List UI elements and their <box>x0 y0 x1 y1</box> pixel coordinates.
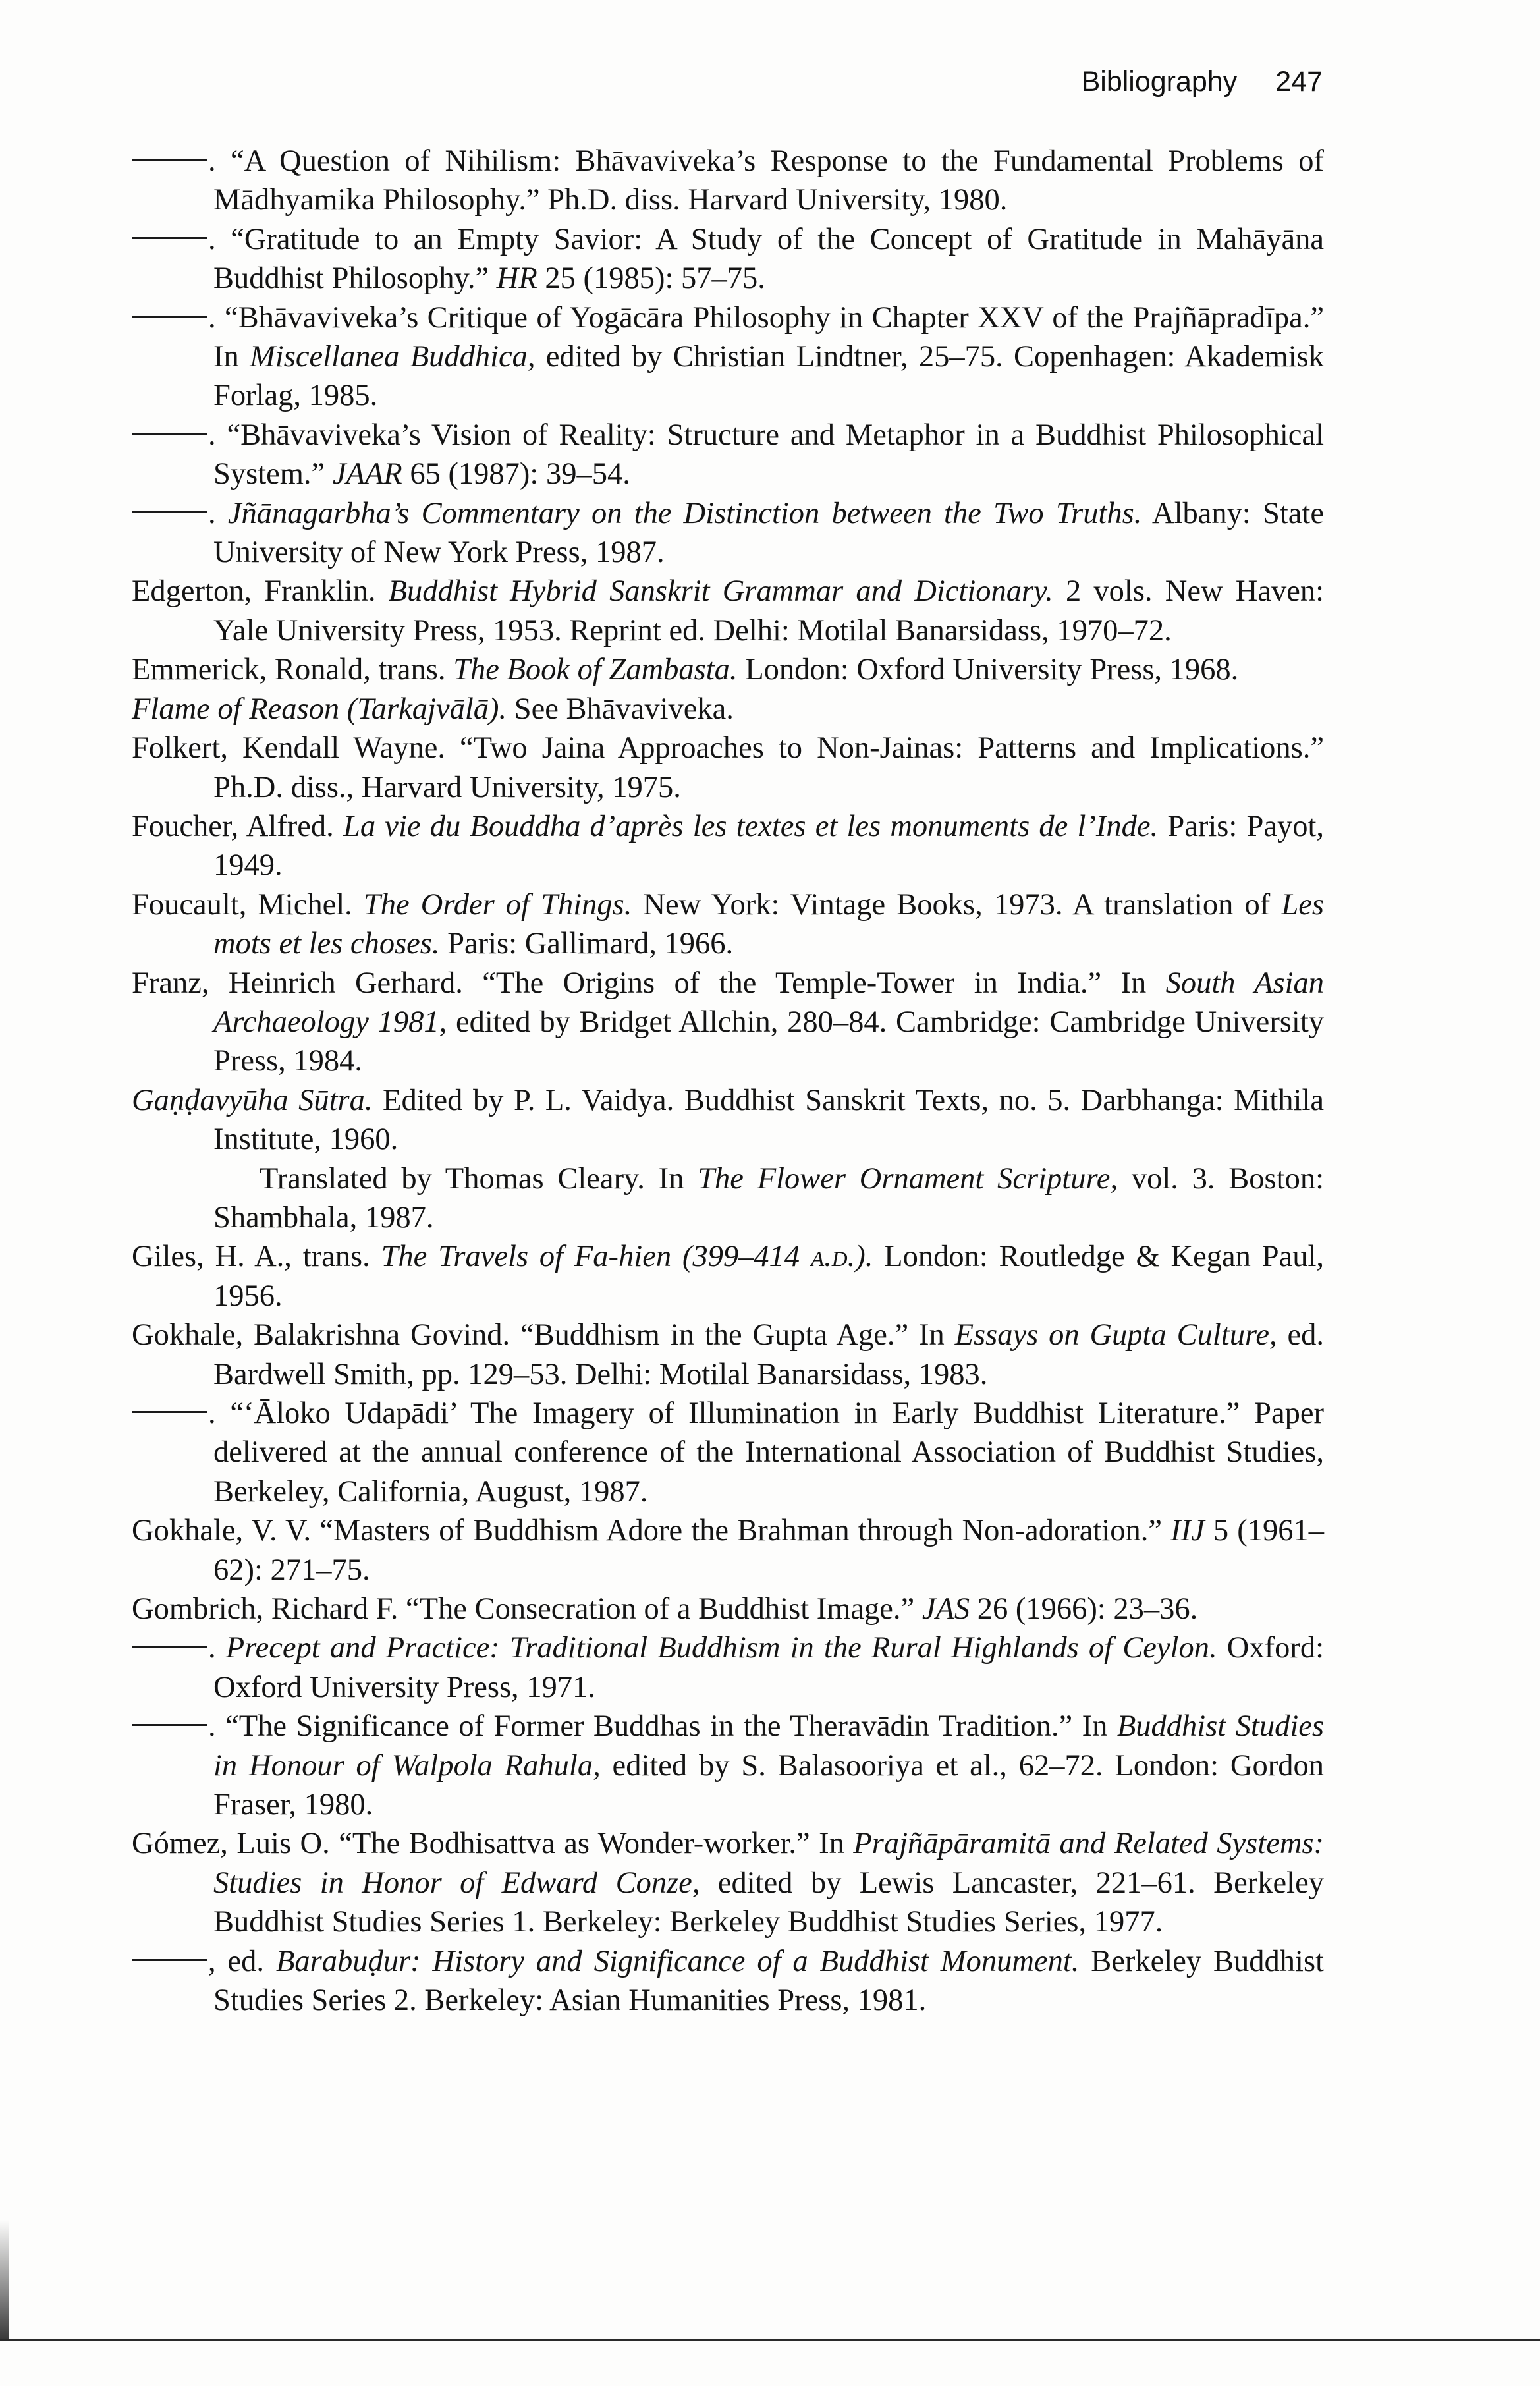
bibliography-entry <box>132 885 1324 964</box>
italic-title: Barabuḍur: History and Significance of a Buddhist Monument. <box>275 1944 1080 1978</box>
entry-text: edited by Bridget Allchin, 280–84. Cambridge: Cambridge University Press, 1984. <box>213 1005 1324 1078</box>
entry-text: Paris: Gallimard, 1966. <box>439 927 734 961</box>
entry-text: Albany: State University of New York Press, 1987. <box>213 496 1324 570</box>
bibliography-entry <box>132 572 1324 650</box>
italic-title: The Flower Ornament Scripture, <box>698 1161 1118 1196</box>
ditto-dash <box>132 316 207 318</box>
bibliography-entry <box>132 807 1324 885</box>
entry-text: 5 (1961–62): 271–75. <box>213 1514 1324 1587</box>
entry-text: edited by Christian Lindtner, 25–75. Copenhagen: Akademisk Forlag, 1985. <box>213 340 1324 413</box>
bibliography-entry <box>132 690 1324 729</box>
entry-text: Oxford: Oxford University Press, 1971. <box>213 1631 1324 1704</box>
italic-title: Les mots et les choses. <box>213 887 1324 961</box>
italic-title: JAS <box>921 1592 970 1626</box>
bibliography-list <box>132 142 1324 2020</box>
entry-text: . <box>208 1631 226 1665</box>
entry-text: Foucher, Alfred. <box>132 809 343 843</box>
italic-title: Buddhist Studies in Honour of Walpola Rahula, <box>213 1709 1325 1783</box>
entry-text: Berkeley Buddhist Studies Series 2. Berkeley: Asian Humanities Press, 1981. <box>213 1944 1324 2018</box>
entry-text: New York: Vintage Books, 1973. A translation of <box>632 887 1282 922</box>
bibliography-entry <box>132 1942 1324 2020</box>
italic-title: Miscellanea Buddhica, <box>250 340 536 374</box>
italic-title: Precept and Practice: Traditional Buddhism in the Rural Highlands of Ceylon. <box>225 1631 1217 1665</box>
ditto-dash <box>132 433 207 435</box>
bibliography-entry <box>132 1628 1324 1707</box>
bibliography-entry <box>132 416 1324 494</box>
bibliography-entry <box>132 729 1324 807</box>
bibliography-entry <box>132 1394 1324 1511</box>
entry-text: 25 (1985): 57–75. <box>537 262 765 296</box>
entry-text: Emmerick, Ronald, trans. <box>132 653 454 687</box>
bibliography-entry <box>132 220 1324 298</box>
ditto-dash <box>132 237 207 239</box>
italic-title: Essays on Gupta Culture, <box>954 1318 1277 1352</box>
entry-text: 26 (1966): 23–36. <box>970 1592 1198 1626</box>
entry-text: Franz, Heinrich Gerhard. “The Origins of the Temple-Tower in India.” In <box>132 966 1166 1000</box>
italic-title: La vie du Bouddha d’après les textes et les monuments de l’Inde. <box>343 809 1159 843</box>
entry-text: , ed. <box>208 1944 276 1978</box>
italic-title: ). <box>855 1240 873 1274</box>
italic-title: Gaṇḍavyūha Sūtra. <box>132 1083 373 1117</box>
entry-text: . <box>208 496 228 530</box>
entry-text: edited by S. Balasooriya et al., 62–72. London: Gordon Fraser, 1980. <box>213 1748 1324 1822</box>
entry-text: Gombrich, Richard F. “The Consecration of a Buddhist Image.” <box>132 1592 922 1626</box>
running-header <box>1082 66 1323 98</box>
italic-title: The Travels of Fa-hien (399–414 <box>381 1240 811 1274</box>
entry-text: Gómez, Luis O. “The Bodhisattva as Wonder-worker.” In <box>132 1827 854 1861</box>
section-title: Bibliography <box>1081 66 1238 97</box>
entry-text: Translated by Thomas Cleary. In <box>260 1161 698 1196</box>
entry-text: 2 vols. New Haven: Yale University Press, 1953. Reprint ed. Delhi: Motilal Banarsidass, 1970–72. <box>213 574 1325 648</box>
italic-title: South Asian Archaeology 1981, <box>213 966 1324 1039</box>
entry-text: Foucault, Michel. <box>132 887 364 922</box>
entry-text: Folkert, Kendall Wayne. “Two Jaina Approaches to Non-Jainas: Patterns and Implications.” Ph.D. diss., Harvard University, 1975. <box>132 731 1324 804</box>
page-number: 247 <box>1275 66 1323 97</box>
bibliography-entry <box>132 494 1324 572</box>
entry-text: Gokhale, Balakrishna Govind. “Buddhism in the Gupta Age.” In <box>132 1318 955 1352</box>
bibliography-entry <box>132 964 1324 1081</box>
entry-text: London: Routledge & Kegan Paul, 1956. <box>213 1240 1324 1313</box>
ditto-dash <box>132 1724 207 1726</box>
entry-text: . “A Question of Nihilism: Bhāvaviveka’s Response to the Fundamental Problems of Mādhyamika Philosophy.” Ph.D. diss. Harvard University, 1980. <box>208 144 1324 217</box>
italic-title: JAAR <box>332 457 402 491</box>
entry-text: Paris: Payot, 1949. <box>213 809 1325 883</box>
ditto-dash <box>132 1959 207 1961</box>
entry-text: Edgerton, Franklin. <box>132 574 389 609</box>
italic-title: IIJ <box>1170 1514 1205 1548</box>
bibliography-entry <box>132 1511 1324 1590</box>
entry-text: See Bhāvaviveka. <box>507 692 734 726</box>
bibliography-entry <box>132 1316 1324 1394</box>
italic-title: Prajñāpāramitā and Related Systems: Studies in Honor of Edward Conze, <box>213 1827 1324 1900</box>
entry-text: London: Oxford University Press, 1968. <box>737 653 1239 687</box>
entry-text: . “The Significance of Former Buddhas in the Theravādin Tradition.” In <box>208 1709 1117 1744</box>
scan-edge-shadow <box>0 2220 9 2339</box>
entry-text: Edited by P. L. Vaidya. Buddhist Sanskrit Texts, no. 5. Darbhanga: Mithila Institute, 1960. <box>213 1083 1324 1157</box>
bibliography-entry <box>132 1081 1324 1159</box>
bibliography-entry <box>132 650 1324 689</box>
italic-title: HR <box>496 262 537 296</box>
entry-text: Gokhale, V. V. “Masters of Buddhism Adore the Brahman through Non-adoration.” <box>132 1514 1171 1548</box>
entry-text: . “Bhāvaviveka’s Critique of Yogācāra Philosophy in Chapter XXV of the Prajñāpradīpa.” In <box>208 300 1324 374</box>
bibliography-entry <box>132 142 1324 220</box>
italic-title: Jñānagarbha’s Commentary on the Distinction between the Two Truths. <box>227 496 1142 530</box>
ditto-dash <box>132 511 207 513</box>
entry-text: . “‘Āloko Udapādi’ The Imagery of Illumination in Early Buddhist Literature.” Paper delivered at the annual conference of the International Association of Buddhist Studies, Berkeley, California, August, 1987. <box>208 1397 1324 1509</box>
entry-text: vol. 3. Boston: Shambhala, 1987. <box>213 1161 1324 1235</box>
italic-title: Flame of Reason (Tarkajvālā). <box>132 692 507 726</box>
entry-text: . “Bhāvaviveka’s Vision of Reality: Structure and Metaphor in a Buddhist Philosophical System.” <box>208 418 1324 491</box>
small-caps-text: a.d. <box>810 1240 856 1274</box>
ditto-dash <box>132 1646 207 1648</box>
italic-title: The Order of Things. <box>363 887 632 922</box>
bibliography-entry <box>132 1237 1324 1316</box>
entry-text: edited by Lewis Lancaster, 221–61. Berkeley Buddhist Studies Series 1. Berkeley: Berkeley Buddhist Studies Series, 1977. <box>213 1866 1324 1939</box>
bibliography-entry <box>132 1590 1324 1628</box>
bibliography-entry <box>132 1707 1324 1824</box>
bibliography-entry <box>132 298 1324 416</box>
entry-text: ed. Bardwell Smith, pp. 129–53. Delhi: Motilal Banarsidass, 1983. <box>213 1318 1324 1391</box>
entry-text: . “Gratitude to an Empty Savior: A Study of the Concept of Gratitude in Mahāyāna Buddhist Philosophy.” <box>208 222 1324 296</box>
ditto-dash <box>132 1411 207 1413</box>
bibliography-entry <box>132 1824 1324 1941</box>
italic-title: The Book of Zambasta. <box>453 653 738 687</box>
ditto-dash <box>132 159 207 161</box>
page-bottom-edge <box>0 2339 1540 2341</box>
entry-text: 65 (1987): 39–54. <box>402 457 630 491</box>
italic-title: Buddhist Hybrid Sanskrit Grammar and Dictionary. <box>388 574 1053 609</box>
bibliography-entry <box>132 1159 1324 1238</box>
entry-text: Giles, H. A., trans. <box>132 1240 381 1274</box>
